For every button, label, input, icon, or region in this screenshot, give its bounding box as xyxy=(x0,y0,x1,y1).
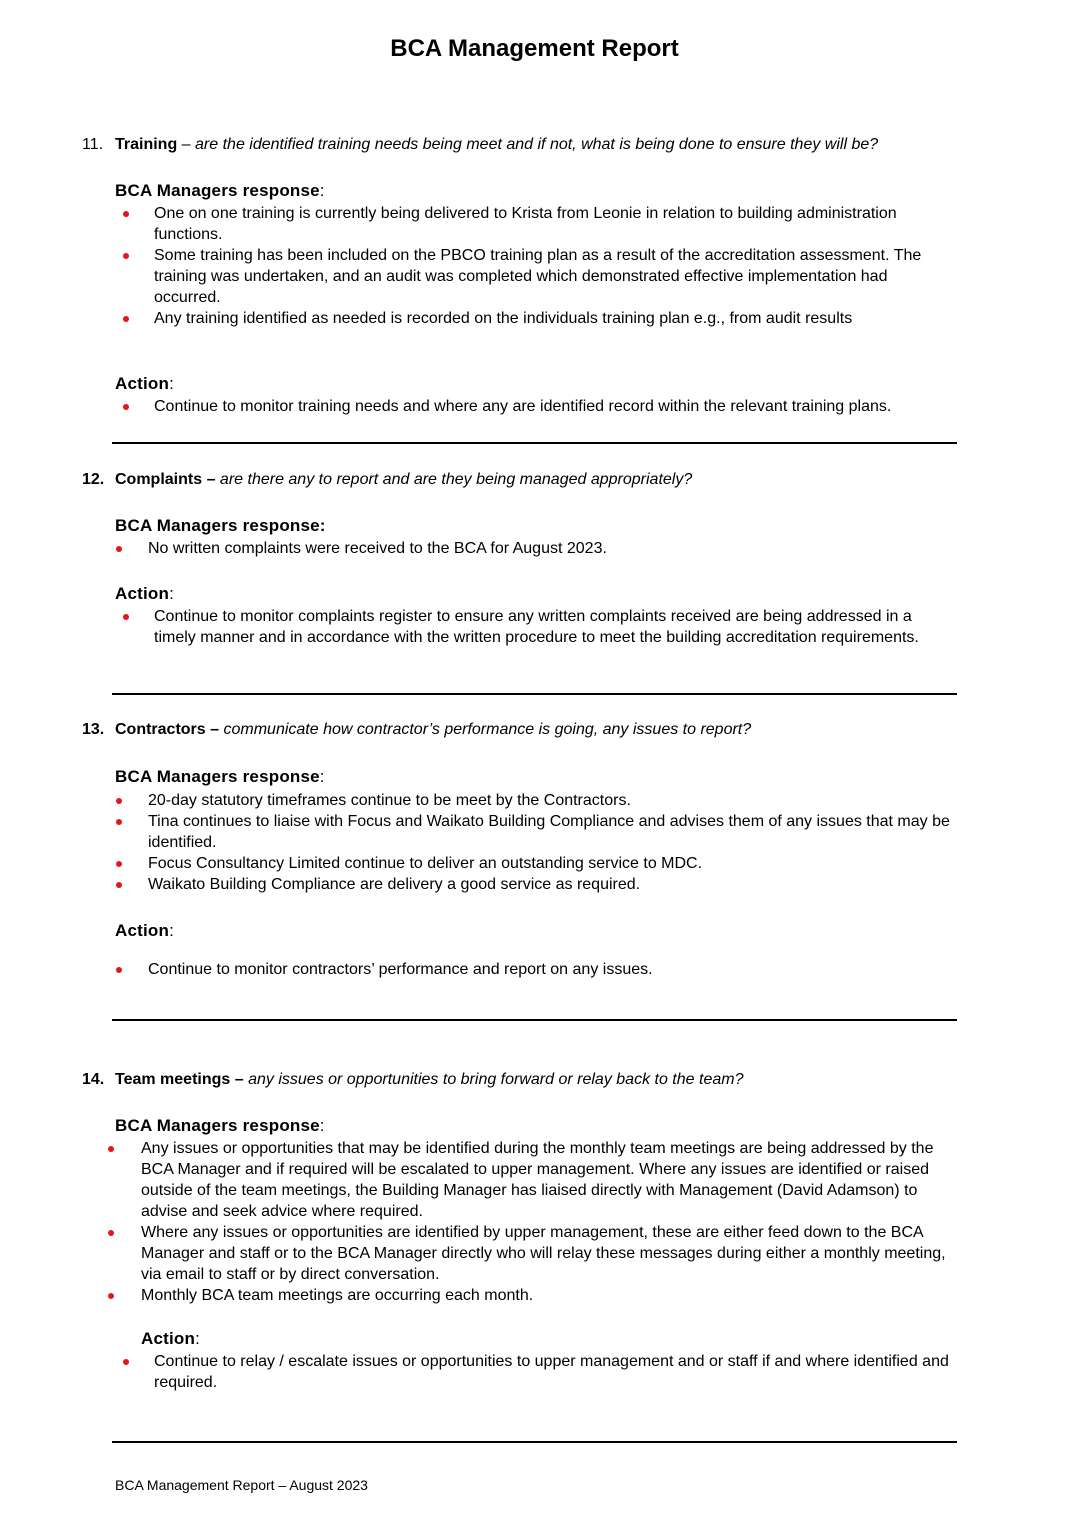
section-heading: Training xyxy=(115,136,178,153)
list-item-text: One on one training is currently being delivered to Krista from Leonie in relation to building administration functions. xyxy=(154,205,897,243)
bullet-icon xyxy=(116,882,122,888)
list-item-text: Waikato Building Compliance are delivery a good service as required. xyxy=(148,876,641,893)
list-item xyxy=(148,959,954,980)
section-heading: Complaints xyxy=(115,471,203,488)
response-suffix: : xyxy=(319,767,325,786)
section-prompt: are there any to report and are they being managed appropriately? xyxy=(219,471,693,488)
section-divider xyxy=(112,1441,957,1443)
action-suffix: : xyxy=(169,921,174,940)
list-item xyxy=(154,396,954,417)
section-13-question xyxy=(82,720,982,740)
section-13-action-list xyxy=(148,959,954,980)
section-11-question xyxy=(82,135,982,155)
action-label: Action xyxy=(141,1329,196,1348)
list-item-text: No written complaints were received to the BCA for August 2023. xyxy=(148,540,607,557)
response-label: BCA Managers response xyxy=(115,181,320,200)
bullet-icon xyxy=(116,819,122,825)
section-divider xyxy=(112,693,957,695)
section-11-response-label xyxy=(115,180,325,202)
bullet-icon xyxy=(123,253,129,259)
bullet-icon xyxy=(123,1359,129,1365)
section-13-response-list xyxy=(148,790,954,895)
section-heading: Team meetings xyxy=(115,1071,231,1088)
list-item xyxy=(141,1222,957,1285)
action-suffix: : xyxy=(169,374,174,393)
list-item-text: Continue to monitor complaints register to ensure any written complaints received are being addressed in a timely manner and in accordance with the written procedure to meet the building accreditation requirements. xyxy=(154,608,919,646)
section-13-response-label xyxy=(115,766,325,788)
list-item-text: Continue to monitor training needs and where any are identified record within the relevant training plans. xyxy=(154,398,892,415)
response-suffix: : xyxy=(319,1116,325,1135)
report-title: BCA Management Report xyxy=(390,35,679,62)
action-label: Action xyxy=(115,374,170,393)
section-heading: Contractors xyxy=(115,721,206,738)
section-14-response-list xyxy=(141,1138,957,1306)
bullet-icon xyxy=(108,1146,114,1152)
bullet-icon xyxy=(116,798,122,804)
section-prompt: any issues or opportunities to bring forward or relay back to the team? xyxy=(248,1071,744,1088)
section-12-action-list xyxy=(154,606,954,648)
bullet-icon xyxy=(123,211,129,217)
dash: – xyxy=(205,721,224,738)
list-item xyxy=(154,1351,962,1393)
list-item-text: Focus Consultancy Limited continue to deliver an outstanding service to MDC. xyxy=(148,855,703,872)
bullet-icon xyxy=(108,1230,114,1236)
section-14-question xyxy=(82,1070,982,1090)
list-item xyxy=(154,245,954,308)
bullet-icon xyxy=(123,614,129,620)
response-label: BCA Managers response xyxy=(115,767,320,786)
list-item xyxy=(148,874,954,895)
section-number: 14. xyxy=(82,1071,105,1088)
action-label: Action xyxy=(115,584,170,603)
section-12-response-list xyxy=(148,538,954,559)
list-item-text: Any issues or opportunities that may be identified during the monthly team meetings are being addressed by the BCA Manager and if required will be escalated to upper management. Where any issues are identified or raised outside of the team meetings, the Building Manager has liaised directly with Management (David Adamson) to advise and seek advice where required. xyxy=(141,1140,934,1220)
list-item xyxy=(148,538,954,559)
section-11-action-label xyxy=(115,373,174,395)
list-item xyxy=(148,811,954,853)
section-14-action-list xyxy=(154,1351,962,1393)
action-suffix: : xyxy=(195,1329,200,1348)
section-12-response-label xyxy=(115,515,326,537)
list-item-text: Tina continues to liaise with Focus and Waikato Building Compliance and advises them of any issues that may be identified. xyxy=(148,813,950,851)
response-suffix: : xyxy=(319,181,325,200)
section-11-response-list xyxy=(154,203,954,329)
list-item-text: Monthly BCA team meetings are occurring each month. xyxy=(141,1287,534,1304)
bullet-icon xyxy=(116,967,122,973)
section-11-action-list xyxy=(154,396,954,417)
page-footer: BCA Management Report – August 2023 xyxy=(115,1477,368,1493)
section-12-action-label xyxy=(115,583,174,605)
list-item-text: Any training identified as needed is recorded on the individuals training plan e.g., from audit results xyxy=(154,310,853,327)
section-divider xyxy=(112,442,957,444)
section-number: 12. xyxy=(82,471,105,488)
list-item xyxy=(141,1285,957,1306)
section-prompt: are the identified training needs being meet and if not, what is being done to ensure they will be? xyxy=(195,136,879,153)
section-number: 11. xyxy=(82,136,104,153)
dash: – xyxy=(230,1071,249,1088)
list-item-text: Continue to monitor contractors’ performance and report on any issues. xyxy=(148,961,653,978)
list-item xyxy=(154,203,954,245)
list-item xyxy=(148,790,954,811)
section-prompt: communicate how contractor’s performance is going, any issues to report? xyxy=(223,721,752,738)
list-item xyxy=(148,853,954,874)
dash: – xyxy=(177,136,196,153)
section-14-response-label xyxy=(115,1115,325,1137)
bullet-icon xyxy=(123,316,129,322)
section-14-action-label xyxy=(141,1328,200,1350)
section-divider xyxy=(112,1019,957,1021)
list-item xyxy=(154,308,954,329)
list-item xyxy=(154,606,954,648)
response-label: BCA Managers response: xyxy=(115,516,326,535)
action-suffix: : xyxy=(169,584,174,603)
list-item-text: Where any issues or opportunities are identified by upper management, these are either feed down to the BCA Manager and staff or to the BCA Manager directly who will relay these messages during either a monthly meeting, via email to staff or by direct conversation. xyxy=(141,1224,946,1283)
section-number: 13. xyxy=(82,721,105,738)
list-item xyxy=(141,1138,957,1222)
bullet-icon xyxy=(116,546,122,552)
list-item-text: Some training has been included on the PBCO training plan as a result of the accreditation assessment. The training was undertaken, and an audit was completed which demonstrated effective implementation had occurred. xyxy=(154,247,922,306)
bullet-icon xyxy=(108,1293,114,1299)
list-item-text: 20-day statutory timeframes continue to be meet by the Contractors. xyxy=(148,792,631,809)
section-13-action-label xyxy=(115,920,174,942)
dash: – xyxy=(202,471,220,488)
list-item-text: Continue to relay / escalate issues or opportunities to upper management and or staff if and where identified and required. xyxy=(154,1353,949,1391)
bullet-icon xyxy=(116,861,122,867)
response-label: BCA Managers response xyxy=(115,1116,320,1135)
bullet-icon xyxy=(123,404,129,410)
section-12-question xyxy=(82,470,982,490)
action-label: Action xyxy=(115,921,170,940)
